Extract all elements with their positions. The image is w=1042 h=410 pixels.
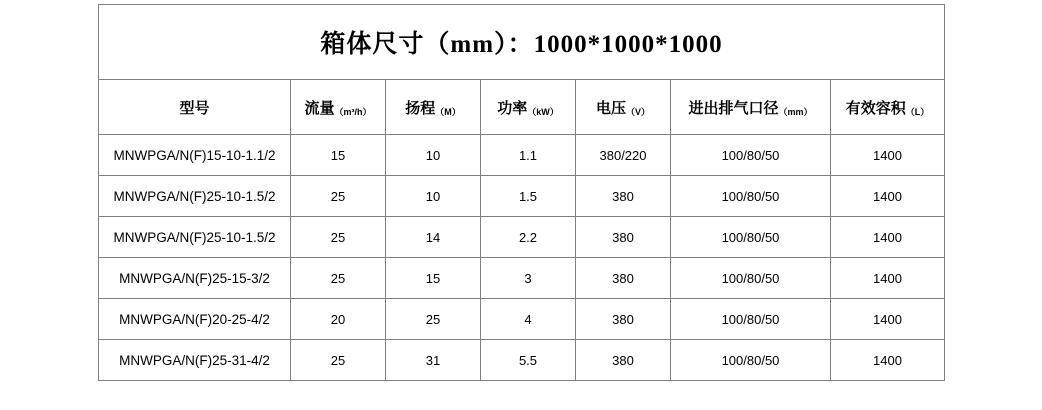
cell-model: MNWPGA/N(F)20-25-4/2	[99, 299, 291, 340]
column-header-capacity-unit: （L）	[905, 106, 930, 117]
column-header-voltage	[576, 80, 671, 135]
column-header-port-unit: （mm）	[778, 106, 813, 117]
cell-port: 100/80/50	[671, 217, 831, 258]
table-row	[99, 299, 945, 340]
column-header-capacity	[831, 80, 945, 135]
cell-capacity: 1400	[831, 299, 945, 340]
cell-head: 10	[386, 176, 481, 217]
cell-voltage: 380/220	[576, 135, 671, 176]
cell-power: 2.2	[481, 217, 576, 258]
cell-power: 1.1	[481, 135, 576, 176]
cell-port: 100/80/50	[671, 135, 831, 176]
cell-model: MNWPGA/N(F)25-10-1.5/2	[99, 176, 291, 217]
cell-flow: 25	[291, 217, 386, 258]
cell-power: 4	[481, 299, 576, 340]
specification-table	[98, 4, 945, 381]
cell-capacity: 1400	[831, 258, 945, 299]
cell-head: 14	[386, 217, 481, 258]
cell-flow: 25	[291, 258, 386, 299]
column-header-flow-label: 流量	[304, 99, 335, 117]
cell-head: 31	[386, 340, 481, 381]
table-header-row	[99, 80, 945, 135]
cell-capacity: 1400	[831, 217, 945, 258]
cell-capacity: 1400	[831, 176, 945, 217]
column-header-port	[671, 80, 831, 135]
cell-head: 10	[386, 135, 481, 176]
column-header-power-label: 功率	[497, 99, 528, 117]
spec-table-container	[98, 4, 944, 381]
cell-head: 25	[386, 299, 481, 340]
cell-capacity: 1400	[831, 340, 945, 381]
table-row	[99, 258, 945, 299]
cell-power: 1.5	[481, 176, 576, 217]
cell-voltage: 380	[576, 299, 671, 340]
column-header-power	[481, 80, 576, 135]
cell-voltage: 380	[576, 258, 671, 299]
table-row	[99, 135, 945, 176]
column-header-flow	[291, 80, 386, 135]
column-header-head-unit: （M）	[435, 106, 461, 117]
column-header-voltage-label: 电压	[595, 99, 626, 117]
cell-port: 100/80/50	[671, 340, 831, 381]
column-header-flow-unit: （m³/h）	[334, 106, 372, 117]
cell-flow: 25	[291, 176, 386, 217]
cell-power: 3	[481, 258, 576, 299]
cell-model: MNWPGA/N(F)25-31-4/2	[99, 340, 291, 381]
column-header-voltage-unit: （V）	[626, 106, 651, 117]
column-header-head	[386, 80, 481, 135]
table-title: 箱体尺寸（mm）：1000*1000*1000	[99, 5, 945, 80]
column-header-head-label: 扬程	[405, 99, 436, 117]
table-title-row	[99, 5, 945, 80]
table-row	[99, 217, 945, 258]
cell-port: 100/80/50	[671, 258, 831, 299]
cell-flow: 20	[291, 299, 386, 340]
cell-voltage: 380	[576, 176, 671, 217]
cell-capacity: 1400	[831, 135, 945, 176]
cell-model: MNWPGA/N(F)25-10-1.5/2	[99, 217, 291, 258]
cell-head: 15	[386, 258, 481, 299]
cell-port: 100/80/50	[671, 299, 831, 340]
column-header-model-label: 型号	[179, 99, 210, 117]
column-header-power-unit: （kW）	[527, 106, 559, 117]
column-header-port-label: 进出排气口径	[688, 99, 779, 117]
cell-port: 100/80/50	[671, 176, 831, 217]
table-row	[99, 340, 945, 381]
table-row	[99, 176, 945, 217]
cell-model: MNWPGA/N(F)15-10-1.1/2	[99, 135, 291, 176]
cell-flow: 15	[291, 135, 386, 176]
column-header-capacity-label: 有效容积	[845, 99, 906, 117]
column-header-model	[99, 80, 291, 135]
cell-power: 5.5	[481, 340, 576, 381]
cell-flow: 25	[291, 340, 386, 381]
cell-voltage: 380	[576, 340, 671, 381]
cell-model: MNWPGA/N(F)25-15-3/2	[99, 258, 291, 299]
cell-voltage: 380	[576, 217, 671, 258]
